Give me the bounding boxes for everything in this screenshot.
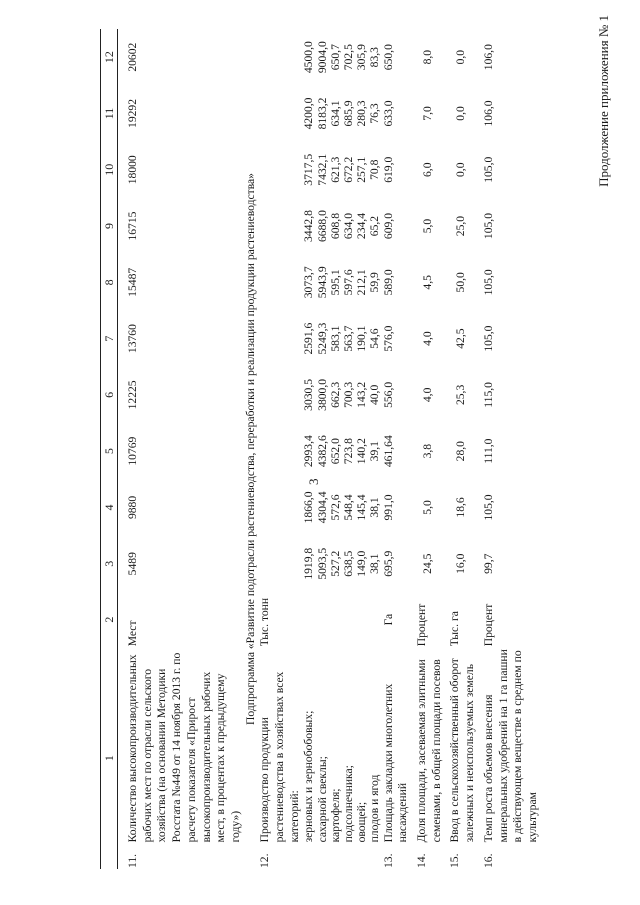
- column-header: 2: [101, 592, 118, 647]
- table-cell: 723,8: [342, 438, 356, 465]
- table-cell: 619,0: [381, 156, 395, 183]
- table-cell: 4,0: [421, 387, 435, 403]
- table-cell: 105,0: [481, 212, 495, 240]
- table-cell: 563,7: [342, 325, 356, 352]
- column-header: 12: [101, 29, 118, 85]
- table-cell: 9004,0: [315, 41, 329, 74]
- column-number-header: [101, 29, 118, 869]
- table-cell: 650,7: [328, 44, 342, 71]
- table-cell: 621,3: [328, 156, 342, 183]
- table-cell: 4,5: [421, 275, 435, 290]
- table-row: [258, 29, 302, 869]
- table-cell: 2591,6: [302, 322, 316, 355]
- table-cell: 702,5: [342, 44, 356, 71]
- table-cell: 5249,3: [315, 322, 329, 355]
- table-cell: 59,9: [368, 272, 382, 293]
- table-cell: 576,0: [381, 325, 395, 352]
- table-cell: 695,9: [381, 550, 395, 577]
- table-cell: 7,0: [421, 106, 435, 121]
- table-cell: 42,5: [454, 328, 468, 349]
- sub-row-label: зерновых и зернобобовых;: [302, 710, 316, 843]
- table-cell: 83,3: [368, 47, 382, 68]
- table-cell: 700,3: [342, 381, 356, 408]
- table-cell: 3030,5: [302, 378, 316, 411]
- table-cell: 527,2: [328, 550, 342, 577]
- table-cell: 589,0: [381, 269, 395, 296]
- table-cell: 105,0: [481, 269, 495, 296]
- table-row: [478, 29, 541, 869]
- table-cell: 3717,5: [302, 153, 316, 186]
- table-cell: 634,0: [342, 212, 356, 240]
- table-cell: 50,0: [454, 272, 468, 293]
- table-cell: 149,0: [355, 550, 369, 577]
- table-cell: 5093,5: [315, 547, 329, 580]
- table-cell: 7432,1: [315, 153, 329, 186]
- sub-row: [302, 29, 315, 869]
- row-unit: Процент: [415, 603, 429, 647]
- table-cell: 115,0: [481, 382, 495, 408]
- table-cell: 2993,4: [302, 435, 316, 468]
- table-cell: 609,0: [381, 212, 395, 240]
- table-cell: 3,8: [421, 443, 435, 459]
- sub-row-label: овощей;: [355, 801, 369, 843]
- column-header: 7: [101, 310, 118, 366]
- appendix-continuation-note: Продолжение приложения № 1: [596, 15, 611, 187]
- row-description: Количество высокопроизводительных рабочих мест по отрасли сельского хозяйства (на основании Методики Росстата №449 от 14 ноября 2013 г. по расчету показателя «Прирост высокопроизводительных рабочих мест, в процентах к предыдущему году»): [126, 652, 242, 843]
- table-cell: 652,0: [328, 438, 342, 465]
- table-cell: 548,4: [342, 494, 356, 521]
- row-description: Ввод в сельскохозяйственный оборот залежных и неиспользуемых земель: [448, 658, 477, 843]
- table-cell: 106,0: [481, 100, 495, 127]
- table-cell: 4,0: [421, 331, 435, 346]
- table-cell: 25,3: [454, 384, 468, 406]
- table-row: [411, 29, 444, 869]
- table-cell: 8183,2: [315, 97, 329, 130]
- table-cell: 6688,0: [315, 210, 329, 242]
- row-index: 11.: [126, 853, 139, 868]
- table-cell: 105,0: [481, 325, 495, 352]
- column-header: 11: [101, 85, 118, 141]
- table-cell: 3442,8: [302, 210, 316, 242]
- table-cell: 38,1: [368, 553, 382, 574]
- table-cell: 145,4: [355, 494, 369, 521]
- table-cell: 4200,0: [302, 97, 316, 130]
- subprogram-title: Подпрограмма «Развитие подотрасли растениеводства, переработки и реализации продукции растениеводства»: [243, 173, 257, 725]
- sub-row: [316, 29, 329, 869]
- column-header: 9: [101, 198, 118, 254]
- sub-row: [368, 29, 381, 869]
- column-header: 6: [101, 367, 118, 423]
- table-cell: 0,0: [454, 106, 468, 121]
- table-cell: 4382,6: [315, 435, 329, 468]
- table-cell: 18000: [126, 155, 139, 185]
- row-index: 15.: [448, 853, 462, 868]
- table-cell: 595,1: [328, 269, 342, 296]
- row-description: Темп роста объемов внесения минеральных удобрений на 1 га пашни в действующем веществе в среднем по культурам: [481, 649, 539, 843]
- table-cell: 672,2: [342, 156, 356, 183]
- table-cell: 638,5: [342, 550, 356, 577]
- subprogram-row: [244, 29, 259, 869]
- table-cell: 212,1: [355, 269, 369, 296]
- table-cell: 4500,0: [302, 41, 316, 74]
- sub-row-label: сахарной свеклы;: [315, 756, 329, 843]
- table-cell: 38,1: [368, 497, 382, 518]
- column-header: 8: [101, 254, 118, 310]
- table-cell: 5489: [126, 552, 139, 576]
- table-cell: 5943,9: [315, 266, 329, 299]
- row-description: Производство продукции растениеводства в хозяйствах всех категорий:: [258, 671, 301, 843]
- table-cell: 234,4: [355, 212, 369, 240]
- row-description: Площадь закладки многолетних насаждений: [381, 683, 410, 843]
- table-cell: 190,1: [355, 325, 369, 352]
- table-cell: 280,3: [355, 100, 369, 127]
- table-cell: 20602: [126, 42, 139, 72]
- sub-row: [355, 29, 368, 869]
- row-unit: Га: [381, 613, 395, 626]
- table-cell: 257,1: [355, 156, 369, 183]
- table-row: [382, 29, 411, 869]
- table-row: [444, 29, 477, 869]
- table-cell: 25,0: [454, 215, 468, 237]
- table-cell: 5,0: [421, 500, 435, 515]
- indicators-table: [100, 29, 541, 869]
- table-cell: 991,0: [381, 494, 395, 521]
- sub-row-label: плодов и ягод: [368, 774, 382, 843]
- row-unit: Процент: [481, 603, 495, 647]
- table-cell: 16,0: [454, 553, 468, 574]
- table-cell: 105,0: [481, 156, 495, 183]
- table-cell: 143,2: [355, 381, 369, 408]
- table-cell: 12225: [126, 380, 139, 410]
- table-cell: 634,1: [328, 100, 342, 127]
- sub-row-label: подсолнечника;: [342, 765, 356, 843]
- table-cell: 15487: [126, 267, 139, 297]
- table-cell: 662,3: [328, 381, 342, 408]
- table-cell: 9880: [126, 495, 139, 520]
- column-header: 10: [101, 142, 118, 198]
- row-unit: Тыс. га: [448, 611, 462, 647]
- table-cell: 461,64: [381, 435, 395, 468]
- table-cell: 99,7: [481, 553, 495, 574]
- table-cell: 54,6: [368, 328, 382, 349]
- table-cell: 1866,0: [302, 491, 316, 524]
- table-cell: 572,6: [328, 494, 342, 521]
- column-header: 3: [101, 536, 118, 592]
- table-cell: 28,0: [454, 441, 468, 462]
- table-cell: 0,0: [454, 49, 468, 65]
- table-cell: 5,0: [421, 218, 435, 234]
- row-unit: Мест: [126, 620, 139, 647]
- table-cell: 583,1: [328, 325, 342, 352]
- table-cell: 0,0: [454, 162, 468, 177]
- table-cell: 3073,7: [302, 266, 316, 299]
- table-cell: 1919,8: [302, 547, 316, 580]
- sub-row: [342, 29, 355, 869]
- table-cell: 633,0: [381, 100, 395, 127]
- table-cell: 105,0: [481, 494, 495, 521]
- table-cell: 8,0: [421, 49, 435, 65]
- row-index: 12.: [258, 853, 272, 868]
- table-cell: 24,5: [421, 553, 435, 574]
- table-cell: 18,6: [454, 497, 468, 518]
- table-cell: 106,0: [481, 44, 495, 71]
- table-cell: 650,0: [381, 44, 395, 71]
- table-cell: 6,0: [421, 162, 435, 177]
- table-cell: 39,1: [368, 441, 382, 462]
- table-cell: 597,6: [342, 269, 356, 296]
- table-cell: 10769: [126, 436, 139, 466]
- row-description: Доля площади, засеваемая элитными семенами, в общей площади посевов: [415, 659, 443, 843]
- sub-row-label: картофеля;: [328, 788, 342, 843]
- table-cell: 13760: [126, 324, 139, 354]
- row-index: 16.: [481, 853, 495, 868]
- column-header: 1: [101, 647, 118, 869]
- table-cell: 70,8: [368, 159, 382, 180]
- table-cell: 305,9: [355, 44, 369, 71]
- table-row: [118, 29, 244, 869]
- table-cell: 65,2: [368, 215, 382, 237]
- table-cell: 16715: [126, 211, 139, 241]
- row-index: 13.: [381, 853, 395, 868]
- page-number: 3: [306, 478, 321, 485]
- table-cell: 76,3: [368, 103, 382, 124]
- table-cell: 685,9: [342, 100, 356, 127]
- table-cell: 111,0: [481, 438, 495, 464]
- table-cell: 608,8: [328, 212, 342, 240]
- column-header: 5: [101, 423, 118, 479]
- row-index: 14.: [415, 853, 429, 868]
- row-unit: Тыс. тонн: [258, 597, 272, 647]
- table-cell: 4304,4: [315, 491, 329, 524]
- sub-row: [329, 29, 342, 869]
- table-cell: 140,2: [355, 438, 369, 465]
- column-header: 4: [101, 479, 118, 535]
- table-cell: 40,0: [368, 384, 382, 406]
- table-cell: 556,0: [381, 381, 395, 408]
- table-cell: 3800,0: [315, 378, 329, 411]
- table-cell: 19292: [126, 98, 139, 128]
